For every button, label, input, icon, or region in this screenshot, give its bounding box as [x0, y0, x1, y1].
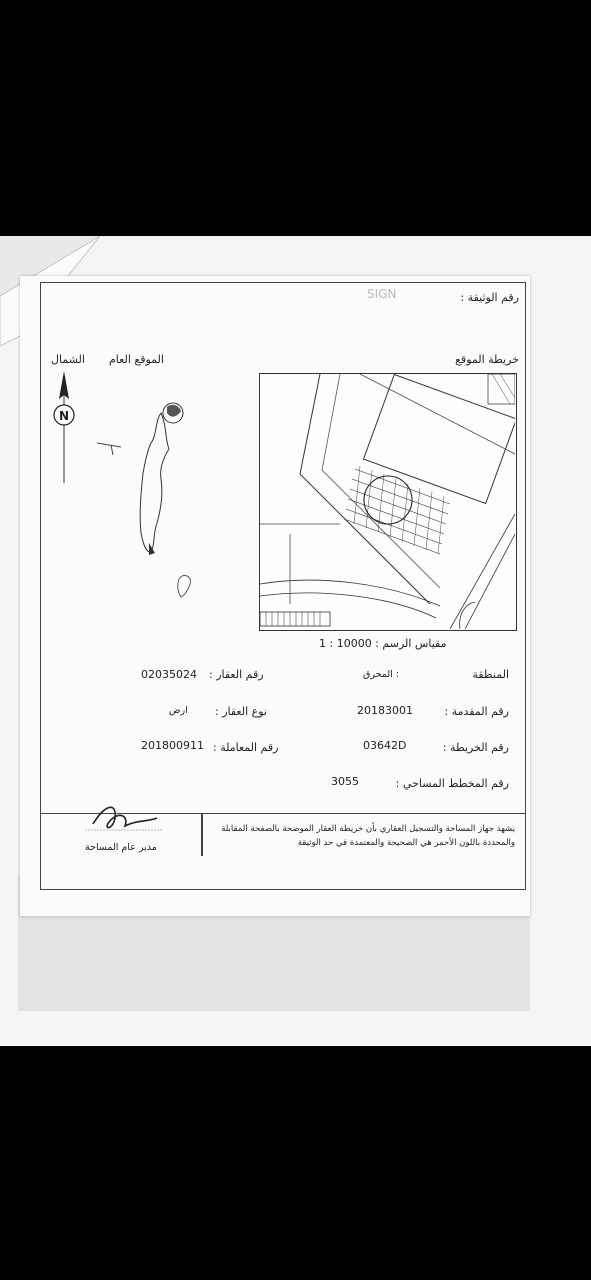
transaction-number-label: رقم المعاملة : — [213, 741, 279, 754]
signature-title: مدير عام المساحة — [85, 842, 157, 853]
stamp-faint — [367, 287, 427, 301]
survey-plan-value: 3055 — [331, 775, 359, 788]
north-label: الشمال — [51, 353, 85, 366]
certification-divider — [201, 814, 203, 856]
introduction-number-value: 20183001 — [357, 704, 413, 717]
certification-text: يشهد جهاز المساحة والتسجيل العقاري بأن خريطة العقار الموضحة بالصفحة المقابلة والمحددة باللون الأحمر هي الصحيحة والمعتمدة في حد الوثيقة — [221, 824, 515, 848]
scale-text: مقياس الرسم : 10000 : 1 — [319, 637, 447, 650]
survey-plan-label: رقم المخطط المساحي : — [395, 777, 509, 790]
document-frame — [40, 282, 526, 890]
document-photo — [0, 236, 591, 1046]
certification-section — [41, 813, 525, 890]
svg-text:SIGN: SIGN — [367, 287, 397, 301]
document-sheet — [20, 276, 530, 916]
property-number-label: رقم العقار : — [209, 668, 264, 681]
property-type-value: ارض — [169, 705, 188, 716]
transaction-number-value: 201800911 — [141, 739, 204, 752]
map-number-value: 03642D — [363, 739, 407, 752]
site-map-label: خريطة الموقع — [455, 353, 519, 366]
north-letter: N — [59, 409, 70, 423]
property-type-label: نوع العقار : — [215, 705, 267, 718]
map-number-label: رقم الخريطة : — [442, 741, 509, 754]
site-map — [259, 373, 517, 631]
general-location-label: الموقع العام — [109, 353, 164, 366]
area-label: المنطقة — [472, 668, 509, 681]
doc-number-label: رقم الوثيقة : — [460, 291, 519, 304]
signature-mark — [85, 800, 165, 840]
bahrain-location-sketch — [91, 383, 191, 613]
introduction-number-label: رقم المقدمة : — [444, 705, 509, 718]
property-number-value: 02035024 — [141, 668, 197, 681]
site-map-drawing — [260, 374, 515, 629]
north-arrow-icon — [51, 371, 77, 483]
area-value: : المحرق — [363, 669, 399, 680]
